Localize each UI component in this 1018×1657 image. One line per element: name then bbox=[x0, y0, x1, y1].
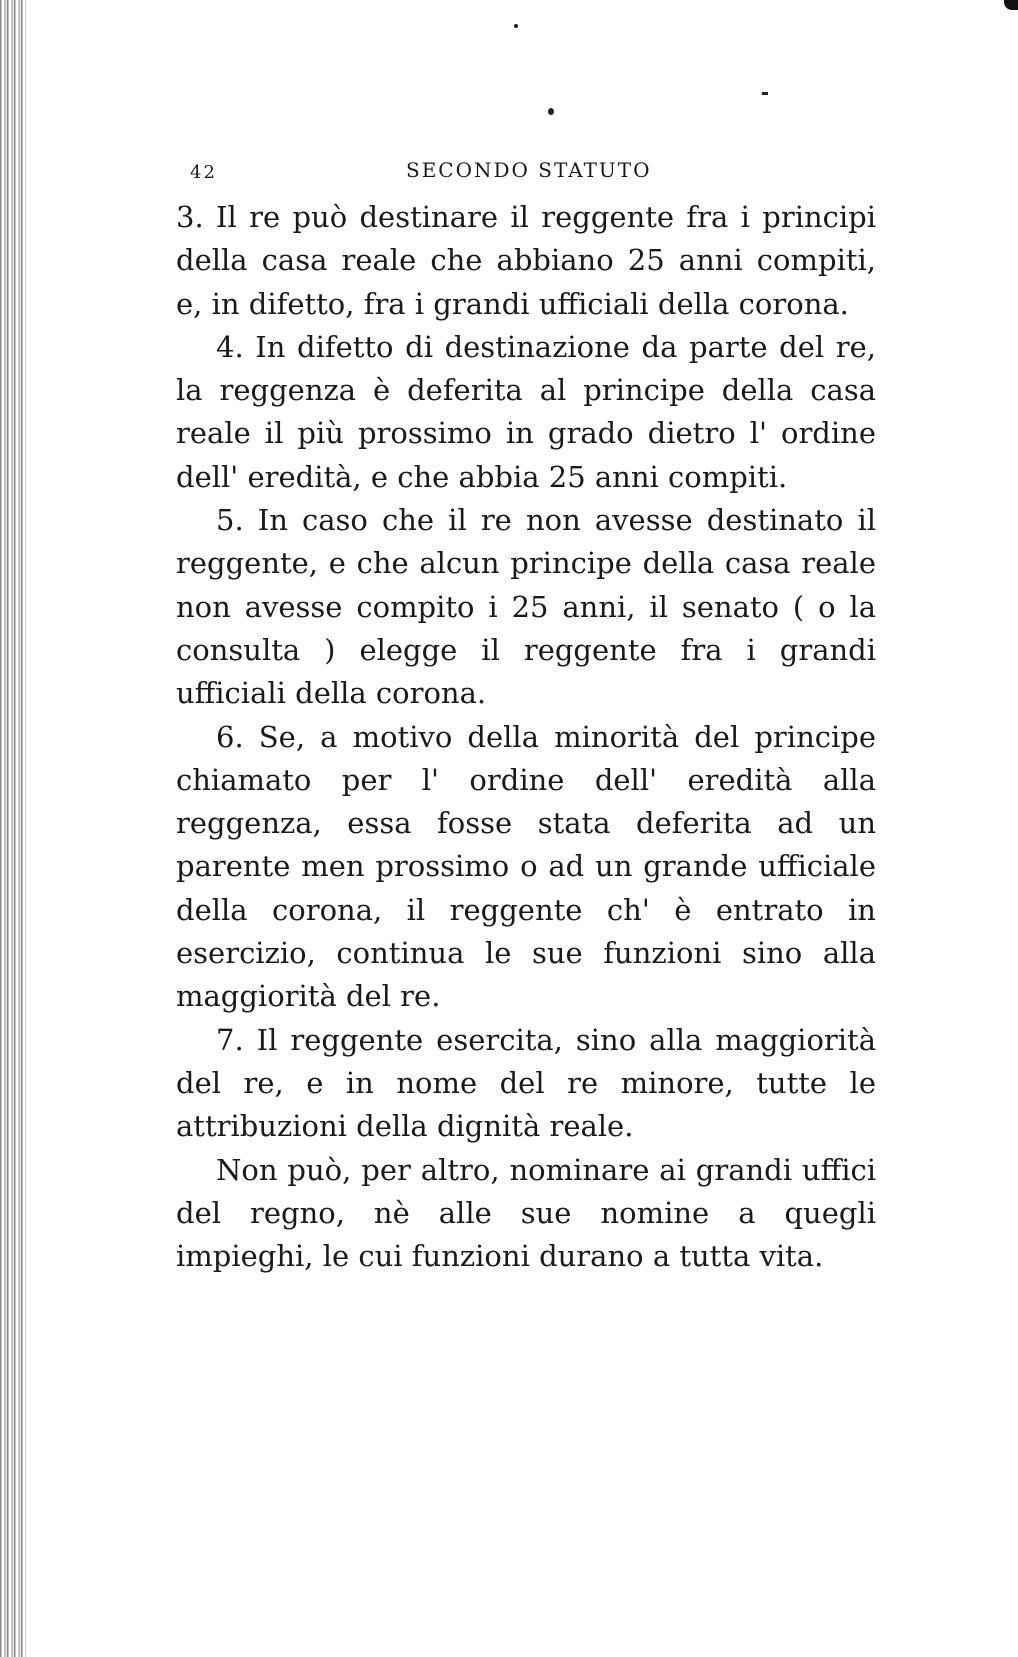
book-page bbox=[176, 150, 876, 1278]
corner-mark bbox=[1004, 0, 1018, 10]
article-7-continued: Non può, per altro, nominare ai grandi uffici del regno, nè alle sue nomine a quegli impieghi, le cui funzioni durano a tutta vita. bbox=[176, 1152, 876, 1274]
article-7: 7. Il reggente esercita, sino alla maggiorità del re, e in nome del re minore, tutte le attribuzioni della dignità reale. bbox=[176, 1022, 876, 1144]
speck bbox=[514, 24, 518, 28]
speck bbox=[548, 108, 554, 115]
speck bbox=[762, 92, 768, 95]
article-3: 3. Il re può destinare il reggente fra i principi della casa reale che abbiano 25 anni compiti, e, in difetto, fra i grandi ufficiali della corona. bbox=[176, 200, 876, 321]
article-4: 4. In difetto di destinazione da parte del re, la reggenza è deferita al principe della casa reale il più prossimo in grado dietro l' ordine dell' eredità, e che abbia 25 anni compiti. bbox=[176, 329, 876, 494]
body-text bbox=[176, 196, 876, 1278]
article-5: 5. In caso che il re non avesse destinato il reggente, e che alcun principe della casa reale non avesse compito i 25 anni, il senato ( o la consulta ) elegge il reggente fra i grandi ufficiali della corona. bbox=[176, 503, 876, 711]
page-title: SECONDO STATUTO bbox=[406, 158, 652, 182]
article-6: 6. Se, a motivo della minorità del principe chiamato per l' ordine dell' eredità alla reggenza, essa fosse stata deferita ad un parente men prossimo o ad un grande ufficiale della corona, il reggente ch' è entrato in esercizio, continua le sue funzioni sino alla maggiorità del re. bbox=[176, 719, 876, 1014]
running-head bbox=[176, 150, 876, 190]
page-number: 42 bbox=[190, 162, 217, 183]
binding-edge bbox=[0, 0, 26, 1657]
